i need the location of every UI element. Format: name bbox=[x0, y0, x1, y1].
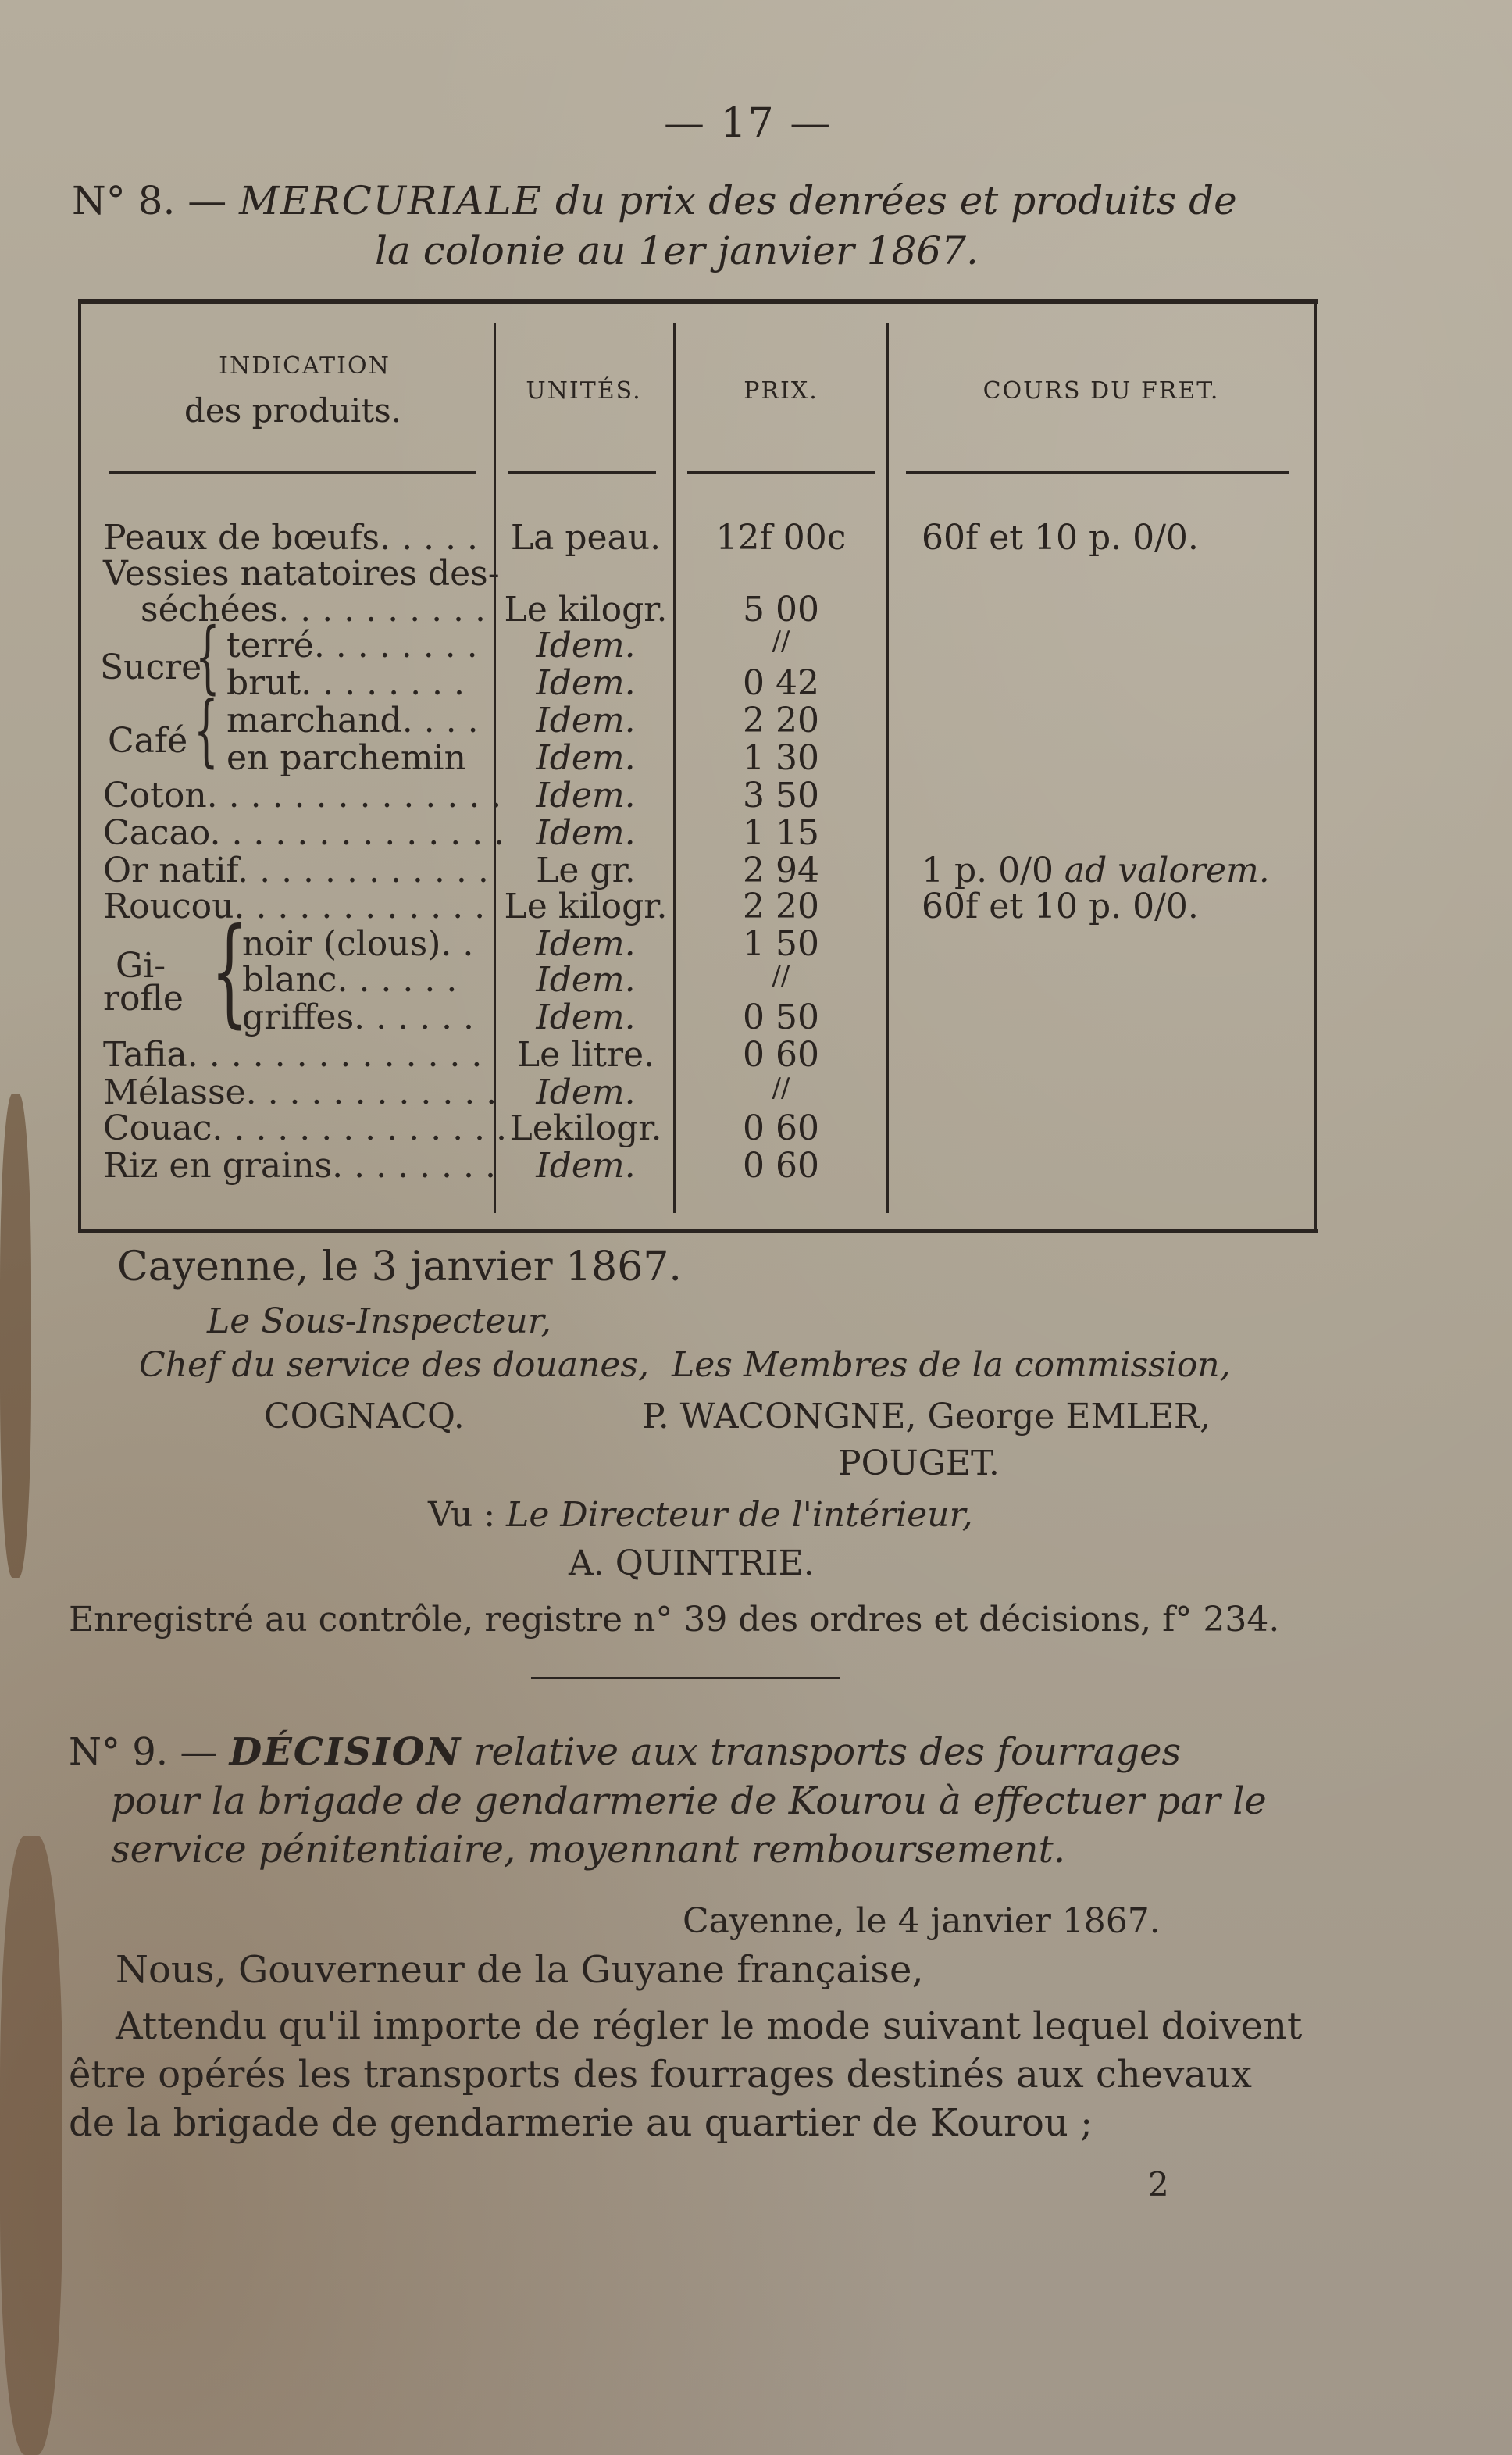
unit-vessies: Le kilogr. bbox=[504, 590, 668, 630]
decision-nous: Nous, Gouverneur de la Guyane française, bbox=[116, 1948, 924, 1992]
product-girofle-blanc: blanc. . . . . . bbox=[242, 960, 458, 1000]
price-melasse: // bbox=[772, 1072, 790, 1104]
group-sucre: Sucre bbox=[100, 648, 202, 687]
mercuriale-title-caps: MERCURIALE bbox=[239, 178, 544, 223]
mercuriale-title-line1 bbox=[72, 178, 1237, 223]
brace-cafe: { bbox=[194, 684, 219, 776]
page-number: — 17 — bbox=[664, 100, 833, 147]
group-cafe: Café bbox=[108, 721, 188, 761]
price-sucre-terre: // bbox=[772, 626, 790, 657]
price-riz: 0 60 bbox=[743, 1146, 819, 1186]
stain-left-top bbox=[0, 1094, 31, 1578]
header-underline-3 bbox=[687, 471, 875, 474]
decision-title-caps: DÉCISION bbox=[229, 1730, 462, 1774]
product-sucre-terre: terré. . . . . . . . bbox=[226, 626, 478, 665]
decision-attendu-1: Attendu qu'il importe de régler le mode suivant lequel doivent bbox=[116, 2004, 1303, 2048]
header-underline-4 bbox=[906, 471, 1289, 474]
product-riz: Riz en grains. . . . . . . . bbox=[103, 1146, 496, 1186]
price-girofle-griffes: 0 50 bbox=[743, 997, 819, 1037]
signoff-wacongne: P. WACONGNE, George EMLER, bbox=[642, 1397, 1211, 1436]
price-girofle-blanc: // bbox=[772, 960, 790, 991]
header-indication: INDICATION bbox=[219, 352, 390, 380]
fret-peaux: 60f et 10 p. 0/0. bbox=[922, 518, 1199, 558]
section-separator bbox=[531, 1677, 840, 1679]
product-vessies-2: séchées. . . . . . . . . . bbox=[141, 590, 486, 630]
unit-roucou: Le kilogr. bbox=[504, 887, 668, 926]
unit-cafe-marchand: Idem. bbox=[536, 701, 636, 740]
signoff-pouget: POUGET. bbox=[838, 1443, 1000, 1483]
decision-title-line3: service pénitentiaire, moyennant remboursement. bbox=[111, 1828, 1066, 1872]
unit-couac: Lekilogr. bbox=[509, 1108, 662, 1148]
stain-left-bottom bbox=[0, 1836, 62, 2455]
price-tafia: 0 60 bbox=[743, 1035, 819, 1075]
price-roucou: 2 20 bbox=[743, 887, 819, 926]
mercuriale-title-line2: la colonie au 1er janvier 1867. bbox=[375, 228, 979, 273]
signoff-enregistre: Enregistré au contrôle, registre n° 39 des ordres et décisions, f° 234. bbox=[69, 1600, 1280, 1640]
product-girofle-noir: noir (clous). . bbox=[242, 924, 474, 964]
signoff-cognacq: COGNACQ. bbox=[264, 1397, 465, 1436]
header-unites: UNITÉS. bbox=[526, 377, 642, 405]
signoff-membres: Les Membres de la commission, bbox=[672, 1345, 1231, 1385]
signoff-chef: Chef du service des douanes, bbox=[139, 1345, 649, 1385]
col-divider-3 bbox=[886, 323, 889, 1213]
signoff-quintrie: A. QUINTRIE. bbox=[569, 1543, 815, 1583]
header-underline-2 bbox=[508, 471, 656, 474]
table-right-border bbox=[1314, 299, 1317, 1233]
header-fret: COURS DU FRET. bbox=[982, 377, 1220, 405]
product-girofle-griffes: griffes. . . . . . bbox=[242, 997, 474, 1037]
header-underline-1 bbox=[109, 471, 476, 474]
unit-cacao: Idem. bbox=[536, 813, 636, 853]
unit-girofle-griffes: Idem. bbox=[536, 997, 636, 1037]
table-left-border bbox=[78, 299, 81, 1233]
product-or-natif: Or natif. . . . . . . . . . . . bbox=[103, 851, 489, 890]
unit-melasse: Idem. bbox=[536, 1072, 636, 1112]
unit-peaux: La peau. bbox=[510, 518, 662, 558]
price-girofle-noir: 1 50 bbox=[743, 924, 819, 964]
unit-sucre-brut: Idem. bbox=[536, 663, 636, 703]
unit-sucre-terre: Idem. bbox=[536, 626, 636, 665]
decision-attendu-2: être opérés les transports des fourrages destinés aux chevaux bbox=[69, 2053, 1252, 2096]
product-vessies-1: Vessies natatoires des- bbox=[103, 554, 500, 594]
decision-date: Cayenne, le 4 janvier 1867. bbox=[683, 1901, 1161, 1941]
group-girofle-2: rofle bbox=[103, 979, 184, 1019]
price-cafe-marchand: 2 20 bbox=[743, 701, 819, 740]
price-sucre-brut: 0 42 bbox=[743, 663, 819, 703]
table-bottom-rule bbox=[78, 1229, 1318, 1233]
price-or: 2 94 bbox=[743, 851, 819, 890]
unit-coton: Idem. bbox=[536, 776, 636, 815]
decision-title-line2: pour la brigade de gendarmerie de Kourou à effectuer par le bbox=[111, 1779, 1267, 1823]
unit-or: Le gr. bbox=[536, 851, 636, 890]
price-vessies: 5 00 bbox=[743, 590, 819, 630]
fret-or: 1 p. 0/0 ad valorem. bbox=[922, 851, 1270, 890]
unit-girofle-noir: Idem. bbox=[536, 924, 636, 964]
mercuriale-title-rest: du prix des denrées et produits de bbox=[555, 178, 1237, 223]
mercuriale-number: N° 8. — bbox=[72, 178, 227, 223]
signoff-vu-label: Vu : bbox=[428, 1495, 496, 1535]
price-table bbox=[78, 299, 1318, 1236]
price-cacao: 1 15 bbox=[743, 813, 819, 853]
decision-number: N° 9. — bbox=[69, 1730, 218, 1774]
unit-riz: Idem. bbox=[536, 1146, 636, 1186]
product-peaux: Peaux de bœufs. . . . . bbox=[103, 518, 478, 558]
header-prix: PRIX. bbox=[744, 377, 818, 405]
signoff-directeur: Le Directeur de l'intérieur, bbox=[506, 1495, 973, 1535]
decision-title-rest: relative aux transports des fourrages bbox=[473, 1730, 1182, 1774]
signoff-vu-line bbox=[428, 1495, 973, 1535]
product-cacao: Cacao. . . . . . . . . . . . . . bbox=[103, 813, 505, 853]
product-roucou: Roucou. . . . . . . . . . . . bbox=[103, 887, 486, 926]
brace-sucre: { bbox=[195, 611, 220, 702]
decision-title-line1 bbox=[69, 1730, 1181, 1774]
price-cafe-parchemin: 1 30 bbox=[743, 738, 819, 778]
unit-girofle-blanc: Idem. bbox=[536, 960, 636, 1000]
signoff-place-date: Cayenne, le 3 janvier 1867. bbox=[117, 1244, 682, 1290]
price-coton: 3 50 bbox=[743, 776, 819, 815]
unit-cafe-parchemin: Idem. bbox=[536, 738, 636, 778]
product-coton: Coton. . . . . . . . . . . . . . bbox=[103, 776, 502, 815]
signature-mark: 2 bbox=[1148, 2165, 1169, 2203]
group-girofle-1: Gi- bbox=[116, 946, 166, 986]
price-peaux: 12f 00c bbox=[715, 518, 847, 558]
product-melasse: Mélasse. . . . . . . . . . . . bbox=[103, 1072, 497, 1112]
unit-tafia: Le litre. bbox=[516, 1035, 655, 1075]
product-tafia: Tafia. . . . . . . . . . . . . . bbox=[103, 1035, 483, 1075]
decision-attendu-3: de la brigade de gendarmerie au quartier de Kourou ; bbox=[69, 2101, 1093, 2145]
product-couac: Couac. . . . . . . . . . . . . . bbox=[103, 1108, 507, 1148]
brace-girofle: { bbox=[211, 904, 248, 1040]
product-sucre-brut: brut. . . . . . . . bbox=[226, 663, 465, 703]
table-top-rule bbox=[78, 299, 1318, 304]
price-couac: 0 60 bbox=[743, 1108, 819, 1148]
signoff-sous-inspecteur: Le Sous-Inspecteur, bbox=[207, 1301, 552, 1341]
product-cafe-parchemin: en parchemin bbox=[226, 738, 466, 778]
header-des-produits: des produits. bbox=[184, 391, 402, 430]
product-cafe-marchand: marchand. . . . bbox=[226, 701, 479, 740]
fret-roucou: 60f et 10 p. 0/0. bbox=[922, 887, 1199, 926]
